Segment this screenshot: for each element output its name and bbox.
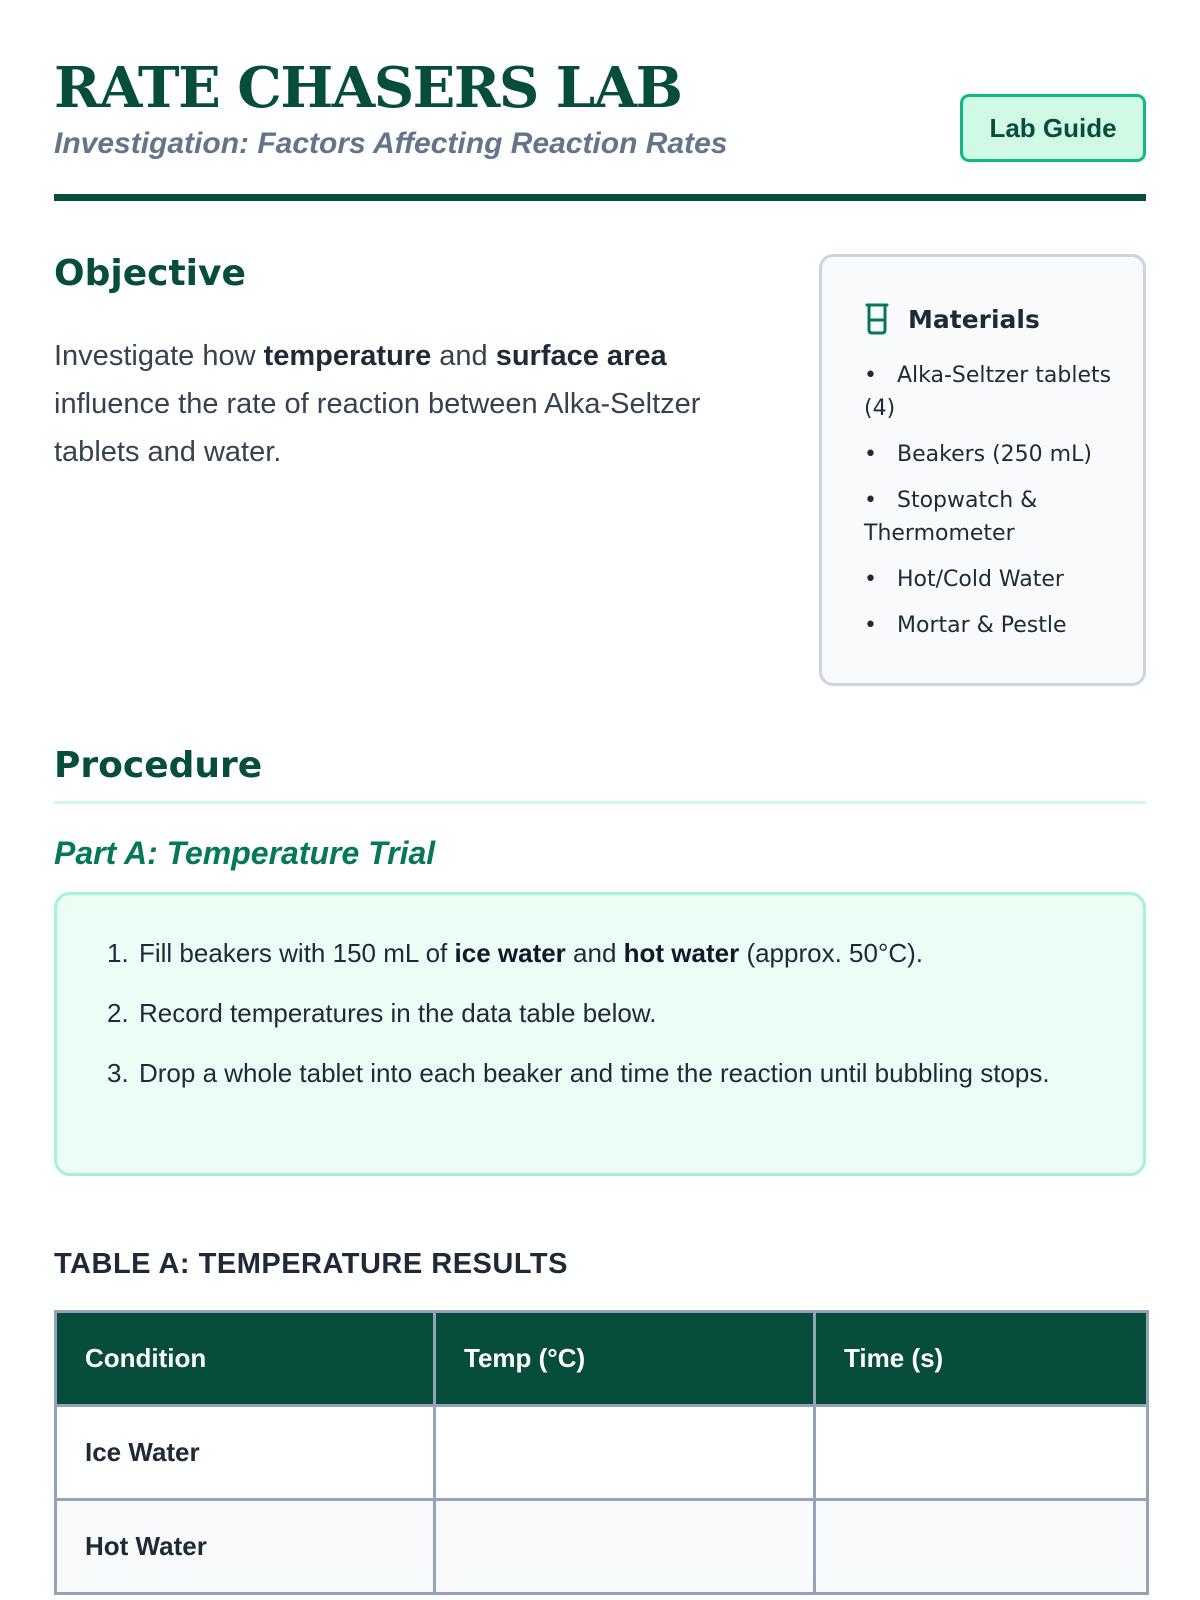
procedure-step — [107, 1053, 1097, 1093]
materials-item: • Alka-Seltzer tablets (4) — [864, 359, 1124, 425]
table-a-title: TABLE A: TEMPERATURE RESULTS — [54, 1248, 568, 1280]
procedure-steps-box — [54, 892, 1146, 1176]
time-input-cell[interactable] — [815, 1500, 1148, 1594]
lab-guide-button[interactable]: Lab Guide — [960, 94, 1146, 162]
column-header-temp: Temp (°C) — [435, 1312, 815, 1406]
part-a-heading: Part A: Temperature Trial — [54, 835, 436, 871]
step-number: 3. — [107, 1058, 129, 1088]
materials-heading: Materials — [908, 304, 1040, 334]
lab-worksheet — [54, 0, 1146, 1600]
objective-text-part: influence the rate of reaction between Alka-Seltzer tablets and water. — [54, 388, 701, 468]
materials-header — [864, 299, 1040, 339]
materials-item: • Stopwatch & Thermometer — [864, 484, 1124, 550]
time-input-cell[interactable] — [815, 1406, 1148, 1500]
temperature-results-table — [54, 1310, 1149, 1595]
page-title: RATE CHASERS LAB — [54, 55, 682, 121]
condition-cell: Ice Water — [56, 1406, 435, 1500]
step-term-hot-water: hot water — [623, 938, 740, 968]
objective-heading: Objective — [54, 253, 246, 294]
header-divider — [54, 194, 1146, 201]
objective-term-temperature: temperature — [263, 340, 432, 372]
procedure-steps — [107, 933, 1097, 1113]
objective-text-part: Investigate how — [54, 340, 264, 372]
procedure-heading: Procedure — [54, 745, 263, 786]
condition-cell: Hot Water — [56, 1500, 435, 1594]
step-text-part: and — [565, 938, 624, 968]
temp-input-cell[interactable] — [435, 1500, 815, 1594]
table-row — [56, 1406, 1148, 1500]
objective-text-part: and — [431, 340, 496, 372]
objective-text — [54, 332, 744, 476]
page-subtitle: Investigation: Factors Affecting Reaction Rates — [54, 127, 728, 160]
materials-item: • Hot/Cold Water — [864, 563, 1124, 596]
step-term-ice-water: ice water — [454, 938, 566, 968]
table-header-row — [56, 1312, 1148, 1406]
temp-input-cell[interactable] — [435, 1406, 815, 1500]
beaker-icon — [864, 303, 890, 335]
step-text-part: Fill beakers with 150 mL of — [139, 938, 455, 968]
step-text-part: (approx. 50°C). — [739, 938, 924, 968]
step-text: Record temperatures in the data table below. — [139, 998, 657, 1028]
procedure-step — [107, 933, 1097, 973]
objective-section — [54, 252, 754, 468]
procedure-divider — [54, 801, 1146, 804]
step-text: Drop a whole tablet into each beaker and time the reaction until bubbling stops. — [139, 1058, 1050, 1088]
materials-card — [819, 254, 1146, 686]
materials-list — [864, 359, 1124, 655]
header — [54, 56, 1146, 202]
table-row — [56, 1500, 1148, 1594]
materials-item: • Beakers (250 mL) — [864, 438, 1124, 471]
column-header-condition: Condition — [56, 1312, 435, 1406]
column-header-time: Time (s) — [815, 1312, 1148, 1406]
step-number: 1. — [107, 938, 129, 968]
materials-item: • Mortar & Pestle — [864, 609, 1124, 642]
objective-term-surface-area: surface area — [495, 340, 667, 372]
step-number: 2. — [107, 998, 129, 1028]
procedure-step — [107, 993, 1097, 1033]
